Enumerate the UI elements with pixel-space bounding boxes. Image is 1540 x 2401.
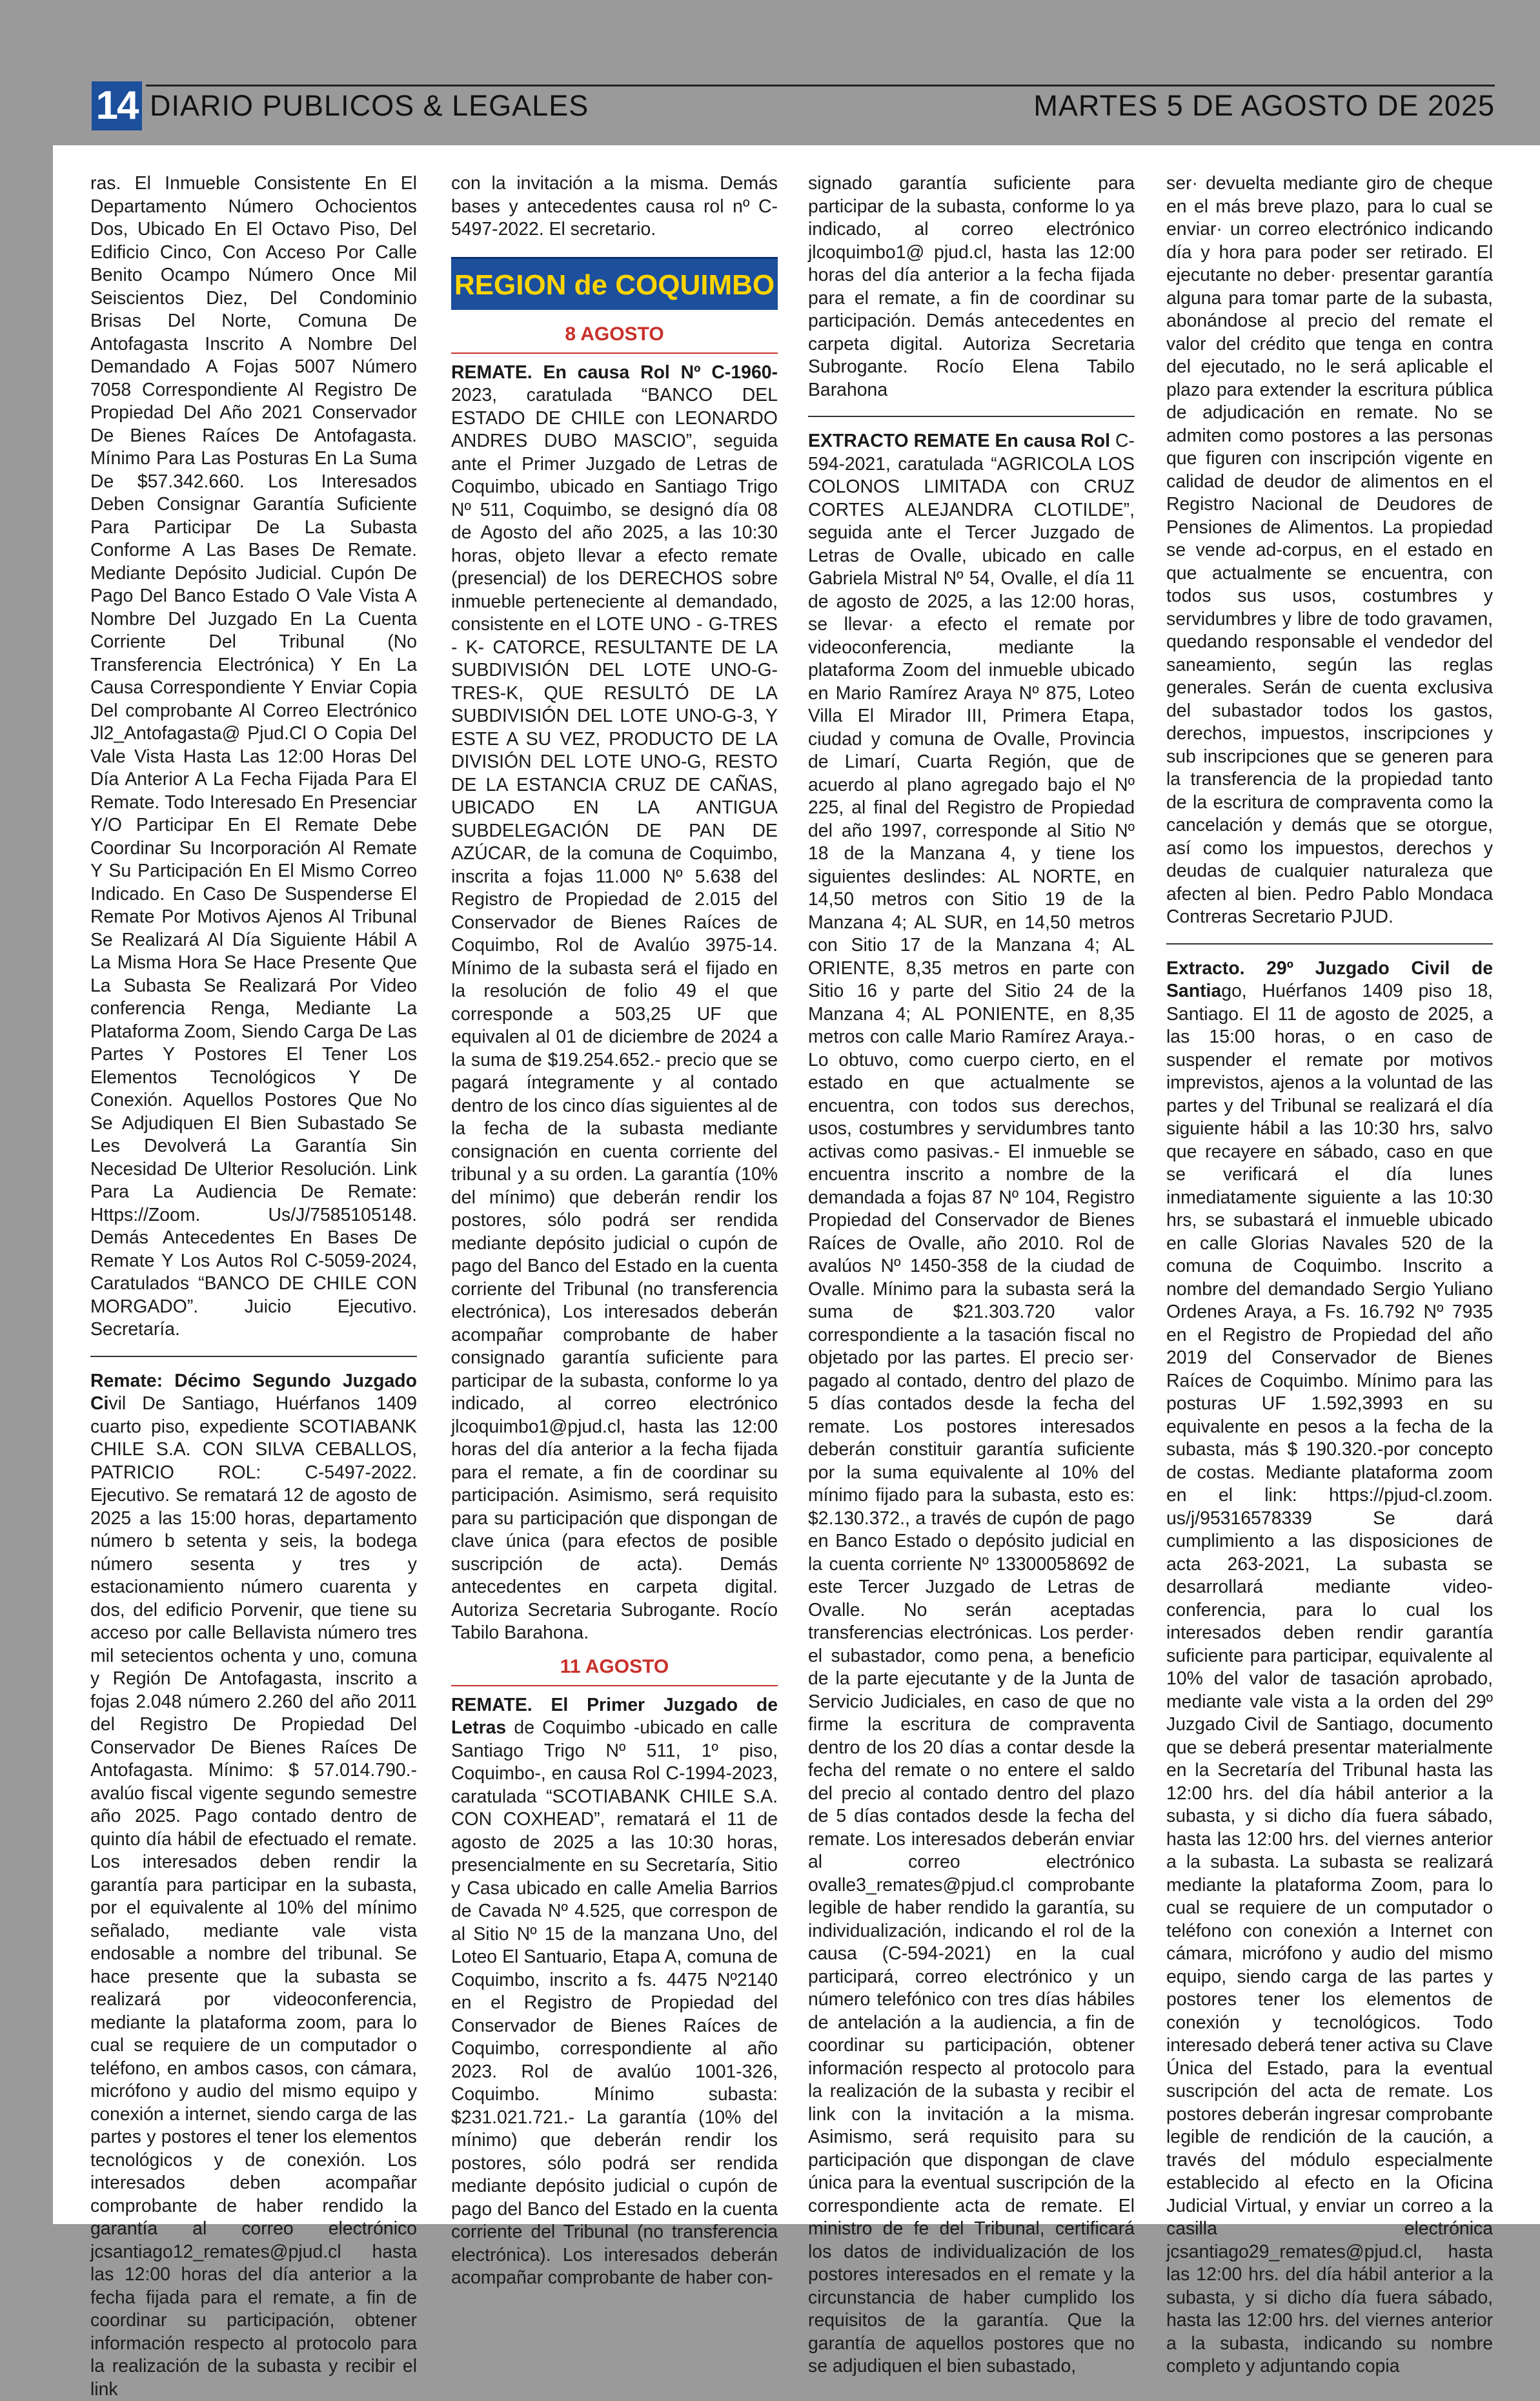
notice-text: ser· devuelta mediante giro de cheque en el más breve plazo, para lo cual se enviar· un correo electrónico indicando día y hora para poder ser retirado. El ejecutante no deber· presentar garantía alguna para tomar parte de la subasta, abonándose al precio del remate el valor del crédito que tenga en contra del ejecutado, no le será aplicable el plazo para extender la escritura pública de adjudicación en remate. No se admiten como postores a las personas que figuren con inscripción vigente en calidad de deudor de alimentos en el Registro Nacional de Deudores de Pensiones de Alimentos. La propiedad se vende ad-corpus, en el estado en que actualmente se encuentra, con todos sus usos, costumbres y servidumbres y libre de todo gravamen, quedando responsable el vendedor del saneamiento, según las reglas generales. Serán de cuenta exclusiva del subastador todos los gastos, derechos, impuestos, inscripciones y sub inscripciones que se generen para la transferencia de la propiedad tanto de la escritura de compraventa como la cancelación y demás que se otorgue, así como los impuestos, derechos y deudas de cualquier naturaleza que afecten al bien. Pedro Pablo Mondaca Contreras Secretario PJUD. — [1166, 172, 1493, 929]
column-2 — [451, 172, 778, 2219]
notice — [451, 1694, 778, 2290]
page-number: 14 — [92, 81, 142, 130]
notice — [808, 430, 1135, 2378]
column-4 — [1166, 172, 1493, 2219]
region-banner: REGION de COQUIMBO — [451, 257, 778, 310]
date-heading: 8 AGOSTO — [451, 322, 778, 354]
notice-divider — [90, 1356, 417, 1357]
column-1 — [90, 172, 417, 2219]
column-3 — [808, 172, 1135, 2219]
notice-divider — [1166, 943, 1493, 945]
page-header — [0, 0, 1540, 145]
notice-lead: EXTRACTO REMATE En causa Rol — [808, 431, 1110, 451]
header-rule — [146, 85, 1495, 87]
notice-text: C-594-2021, caratulada “AGRICOLA LOS COLONOS LIMITADA con CRUZ CORTES ALEJANDRA CLOTILDE”, seguida ante el Tercer Juzgado de Letras de Ovalle, ubicado en calle Gabriela Mistral Nº 54, Ovalle, el día 11 de agosto de 2025, a las 12:00 horas, se llevar· a efecto el remate por videoconferencia, mediante la plataforma Zoom del inmueble ubicado en Mario Ramírez Araya Nº 875, Loteo Villa El Mirador III, Primera Etapa, ciudad y comuna de Ovalle, Provincia de Limarí, Cuarta Región, que de acuerdo al plano agregado bajo el Nº 225, al final del Registro de Propiedad del año 1997, corresponde al Sitio Nº 18 de la Manzana 4, y tiene los siguientes deslindes: AL NORTE, en 14,50 metros con Sitio 19 de la Manzana 4; AL SUR, en 14,50 metros con Sitio 17 de la Manzana 4; AL ORIENTE, 8,35 metros en parte con Sitio 16 y parte del Sitio 24 de la Manzana 4; AL PONIENTE, en 8,35 metros con calle Mario Ramírez Araya.- Lo obtuvo, como cuerpo cierto, en el estado en que actualmente se encuentra, con todos sus derechos, usos, costumbres y servidumbres tanto activas como pasivas.- El inmueble se encuentra inscrito a nombre de la demandada a fojas 87 Nº 104, Registro Propiedad del Conservador de Bienes Raíces de Ovalle, año 2010. Rol de avalúos Nº 1450-358 de la ciudad de Ovalle. Mínimo para la subasta será la suma de $21.303.720 valor correspondiente a la tasación fiscal no objetado por las partes. El precio ser· pagado al contado, dentro del plazo de 5 días contados desde la fecha del remate. Los postores interesados deberán constituir garantía suficiente por la suma equivalente al 10% del mínimo fijado para la subasta, esto es: $2.130.372., a través de cupón de pago en Banco Estado o depósito judicial en la cuenta corriente Nº 13300058692 de este Tercer Juzgado de Letras de Ovalle. No serán aceptadas transferencias electrónicas. Los perder· el subastador, como pena, a beneficio de la parte ejecutante y de la Junta de Servicio Judiciales, en caso de que no firme la escritura de compraventa dentro de los 20 días a contar desde la fecha del remate o no entere el saldo del precio al contado dentro del plazo de 5 días contados desde la fecha del remate. Los interesados deberán enviar al correo electrónico ovalle3_remates@pjud.cl comprobante legible de haber rendido la garantía, su individualización, indicando el rol de la causa (C-594-2021) en la cual participará, correo electrónico y un número telefónico con tres días hábiles de antelación a la audiencia, a fin de coordinar su participación, obtener información respecto al protocolo para la realización de la subasta y recibir el link con la invitación a la misma. Asimismo, será requisito para su participación que dispongan de clave única para la eventual suscripción de la correspondiente acta de remate. El ministro de fe del Tribunal, certificará los datos de individualización de los postores interesados en el remate y la circunstancia de haber cumplido los requisitos de la garantía. Que la garantía de aquellos postores que no se adjudiquen el bien subastado, — [808, 431, 1135, 2376]
notice-text: signado garantía suficiente para participar de la subasta, conforme lo ya indicado, al correo electrónico jlcoquimbo1@ pjud.cl, hasta las 12:00 horas del día anterior a la fecha fijada para el remate, a fin de coordinar su participación. Demás antecedentes en carpeta digital. Autoriza Secretaria Subrogante. Rocío Elena Tabilo Barahona — [808, 172, 1135, 402]
date-heading: 11 AGOSTO — [451, 1654, 778, 1686]
notice-divider — [808, 416, 1135, 417]
publication-date: MARTES 5 DE AGOSTO DE 2025 — [1033, 89, 1495, 123]
notice-text: de Coquimbo -ubicado en calle Santiago Trigo Nº 511, 1º piso, Coquimbo-, en causa Rol C-1994-2023, caratulada “SCOTIABANK CHILE S.A. CON COXHEAD”, rematará el 11 de agosto de 2025 a las 10:30 horas, presencialmente en su Secretaría, Sitio y Casa ubicado en calle Amelia Barrios de Cavada Nº 4.525, que correspon de al Sitio Nº 15 de la manzana Uno, del Loteo El Santuario, Etapa A, comuna de Coquimbo, inscrito a fs. 4475 Nº2140 en el Registro de Propiedad del Conservador de Bienes Raíces de Coquimbo, correspondiente al año 2023. Rol de avalúo 1001-326, Coquimbo. Mínimo subasta: $231.021.721.- La garantía (10% del mínimo) que deberán rendir los postores, sólo podrá ser rendida mediante depósito judicial o cupón de pago del Banco del Estado en la cuenta corriente del Tribunal (no transferencia electrónica). Los interesados deberán acompañar comprobante de haber con- — [451, 1717, 778, 2288]
notice-text: go, Huérfanos 1409 piso 18, Santiago. El 11 de agosto de 2025, a las 15:00 horas, o en caso de suspender el remate por motivos imprevistos, ajenos a la voluntad de las partes y del Tribunal se realizará el día siguiente hábil a las 10:30 hrs, salvo que recayere en sábado, caso en que se verificará el día lunes inmediatamente siguiente a las 10:30 hrs, se subastará el inmueble ubicado en calle Glorias Navales 520 de la comuna de Coquimbo. Inscrito a nombre del demandado Sergio Yuliano Ordenes Araya, a Fs. 16.792 Nº 7935 en el Registro de Propiedad del año 2019 del Conservador de Bienes Raíces de Coquimbo. Mínimo para las posturas UF 1.592,3993 en su equivalente en pesos a la fecha de la subasta, más $ 190.320.-por concepto de costas. Mediante plataforma zoom en el link: https://pjud-cl.zoom. us/j/95316578339 Se dará cumplimiento a las disposiciones de acta 263-2021, La subasta se desarrollará mediante video-conferencia, para lo cual los interesados deben rendir garantía suficiente para participar, equivalente al 10% del valor de tasación aprobado, mediante vale vista a la orden del 29º Juzgado Civil de Santiago, documento que se deberá presentar materialmente en la Secretaría del Tribunal hasta las 12:00 hrs. del día hábil anterior a la subasta, y si dicho día fuera sábado, hasta las 12:00 hrs. del viernes anterior a la subasta. La subasta se realizará mediante la plataforma Zoom, para lo cual se requiere de un computador o teléfono con conexión a Internet con cámara, micrófono y audio del mismo equipo, siendo carga de las partes y postores tener los elementos de conexión y tecnológicos. Todo interesado deberá tener activa su Clave Única del Estado, para la eventual suscripción del acta de remate. Los postores deberán ingresar comprobante legible de rendición de la caución, a través del módulo especialmente establecido al efecto en la Oficina Judicial Virtual, y enviar un correo a la casilla electrónica jcsantiago29_remates@pjud.cl, hasta las 12:00 hrs. del día hábil anterior a la subasta, y si dicho día fuera sábado, hasta las 12:00 hrs. del viernes anterior a la subasta, indicando su nombre completo y adjuntando copia — [1166, 981, 1493, 2376]
notice-text: 2023, caratulada “BANCO DEL ESTADO DE CHILE con LEONARDO ANDRES DUBO MASCIO”, seguida ante el Primer Juzgado de Letras de Coquimbo, ubicado en Santiago Trigo Nº 511, Coquimbo, se designó día 08 de Agosto del año 2025, a las 10:30 horas, objeto llevar a efecto remate (presencial) de los DERECHOS sobre inmueble perteneciente al demandado, consistente en el LOTE UNO - G-TRES - K- CATORCE, RESULTANTE DE LA SUBDIVISIÓN DEL LOTE UNO-G-TRES-K, QUE RESULTÓ DE LA SUBDIVISIÓN DEL LOTE UNO-G-3, Y ESTE A SU VEZ, PRODUCTO DE LA DIVISIÓN DEL LOTE UNO-G, RESTO DE LA ESTANCIA CRUZ DE CAÑAS, UBICADO EN LA ANTIGUA SUBDELEGACIÓN DE PAN DE AZÚCAR, de la comuna de Coquimbo, inscrita a fojas 11.000 Nº 5.638 del Registro de Propiedad de 2.015 del Conservador de Bienes Raíces de Coquimbo, Rol de Avalúo 3975-14. Mínimo de la subasta será el fijado en la resolución de folio 49 el que corresponde a 503,25 UF que equivalen al 01 de diciembre de 2024 a la suma de $19.254.652.- precio que se pagará íntegramente y al contado dentro de los cinco días siguientes al de la fecha de la subasta mediante consignación en cuenta corriente del tribunal y a su orden. La garantía (10% del mínimo) que deberán rendir los postores, sólo podrá ser rendida mediante depósito judicial o cupón de pago del Banco del Estado en la cuenta corriente del Tribunal (no transferencia electrónica), Los interesados deberán acompañar comprobante de haber consignado garantía suficiente para participar de la subasta, conforme lo ya indicado, al correo electrónico jlcoquimbo1@pjud.cl, hasta las 12:00 horas del día anterior a la fecha fijada para el remate, a fin de coordinar su participación. Asimismo, será requisito para su participación que dispongan de clave única (para efectos de posible suscripción de acta). Demás antecedentes en carpeta digital. Autoriza Secretaria Subrogante. Rocío Tabilo Barahona. — [451, 385, 778, 1643]
publication-title: DIARIO PUBLICOS & LEGALES — [150, 89, 589, 123]
notice-lead: Remate: Décimo Segundo Juzgado Ci — [90, 1371, 417, 1415]
notice — [1166, 957, 1493, 2378]
notice — [451, 362, 778, 1645]
notice-lead: REMATE. El Primer Juzgado de Letras — [451, 1695, 778, 1739]
notice-lead: Extracto. 29º Juzgado Civil de Santia — [1166, 958, 1493, 1002]
notice-text: vil De Santiago, Huérfanos 1409 cuarto piso, expediente SCOTIABANK CHILE S.A. CON SILVA CEBALLOS, PATRICIO ROL: C-5497-2022. Ejecutivo. Se rematará 12 de agosto de 2025 a las 15:00 horas, departamento número b setenta y seis, la bodega número sesenta y tres y estacionamiento número cuarenta y dos, del edificio Porvenir, que tiene su acceso por calle Bellavista número tres mil setecientos ochenta y uno, comuna y Región De Antofagasta, inscrito a fojas 2.048 número 2.260 del año 2011 del Registro De Propiedad Del Conservador De Bienes Raíces De Antofagasta. Mínimo: $ 57.014.790.- avalúo fiscal vigente segundo semestre año 2025. Pago contado dentro de quinto día hábil de efectuado el remate. Los interesados deben rendir la garantía para participar en la subasta, por el equivalente al 10% del mínimo señalado, mediante vale vista endosable a nombre del tribunal. Se hace presente que la subasta se realizará por videoconferencia, mediante la plataforma zoom, para lo cual se requiere de un computador o teléfono, en ambos casos, con cámara, micrófono y audio del mismo equipo y conexión a internet, siendo carga de las partes y postores el tener los elementos tecnológicos y de conexión. Los interesados deben acompañar comprobante de haber rendido la garantía al correo electrónico jcsantiago12_remates@pjud.cl hasta las 12:00 horas del día anterior a la fecha fijada para el remate, a fin de coordinar su participación, obtener información respecto al protocolo para la realización de la subasta y recibir el link — [90, 1393, 417, 2400]
notice — [90, 1370, 417, 2401]
notice-lead: REMATE. En causa Rol Nº C-1960- — [451, 362, 778, 383]
page-sheet — [53, 145, 1540, 2224]
notice-text: con la invitación a la misma. Demás bases y antecedentes causa rol nº C-5497-2022. El secretario. — [451, 172, 778, 241]
notice-text: ras. El Inmueble Consistente En El Departamento Número Ochocientos Dos, Ubicado En El Octavo Piso, Del Edificio Cinco, Con Acceso Por Calle Benito Ocampo Número Once Mil Seiscientos Diez, Del Condominio Brisas Del Norte, Comuna De Antofagasta Inscrito A Nombre Del Demandado A Fojas 5007 Número 7058 Correspondiente Al Registro De Propiedad Del Año 2021 Conservador De Bienes Raíces De Antofagasta. Mínimo Para Las Posturas En La Suma De $57.342.660. Los Interesados Deben Consignar Garantía Suficiente Para Participar De La Subasta Conforme A Las Bases De Remate. Mediante Depósito Judicial. Cupón De Pago Del Banco Estado O Vale Vista A Nombre Del Juzgado En La Cuenta Corriente Del Tribunal (No Transferencia Electrónica) Y En La Causa Correspondiente Y Enviar Copia Del comprobante Al Correo Electrónico Jl2_Antofagasta@ Pjud.Cl O Copia Del Vale Vista Hasta Las 12:00 Horas Del Día Anterior A La Fecha Fijada Para El Remate. Todo Interesado En Presenciar Y/O Participar En El Remate Debe Coordinar Su Incorporación Al Remate Y Su Participación En El Mismo Correo Indicado. En Caso De Suspenderse El Remate Por Motivos Ajenos Al Tribunal Se Realizará Al Día Siguiente Hábil A La Misma Hora Se Hace Presente Que La Subasta Se Realizará Por Video conferencia Renga, Mediante La Plataforma Zoom, Siendo Carga De Las Partes Y Postores El Tener Los Elementos Tecnológicos Y De Conexión. Aquellos Postores Que No Se Adjudiquen El Bien Subastado Se Les Devolverá La Garantía Sin Necesidad De Ulterior Resolución. Link Para La Audiencia De Remate: Https://Zoom. Us/J/7585105148. Demás Antecedentes En Bases De Remate Y Los Autos Rol C-5059-2024, Caratulados “BANCO DE CHILE CON MORGADO”. Juicio Ejecutivo. Secretaría. — [90, 172, 417, 1342]
